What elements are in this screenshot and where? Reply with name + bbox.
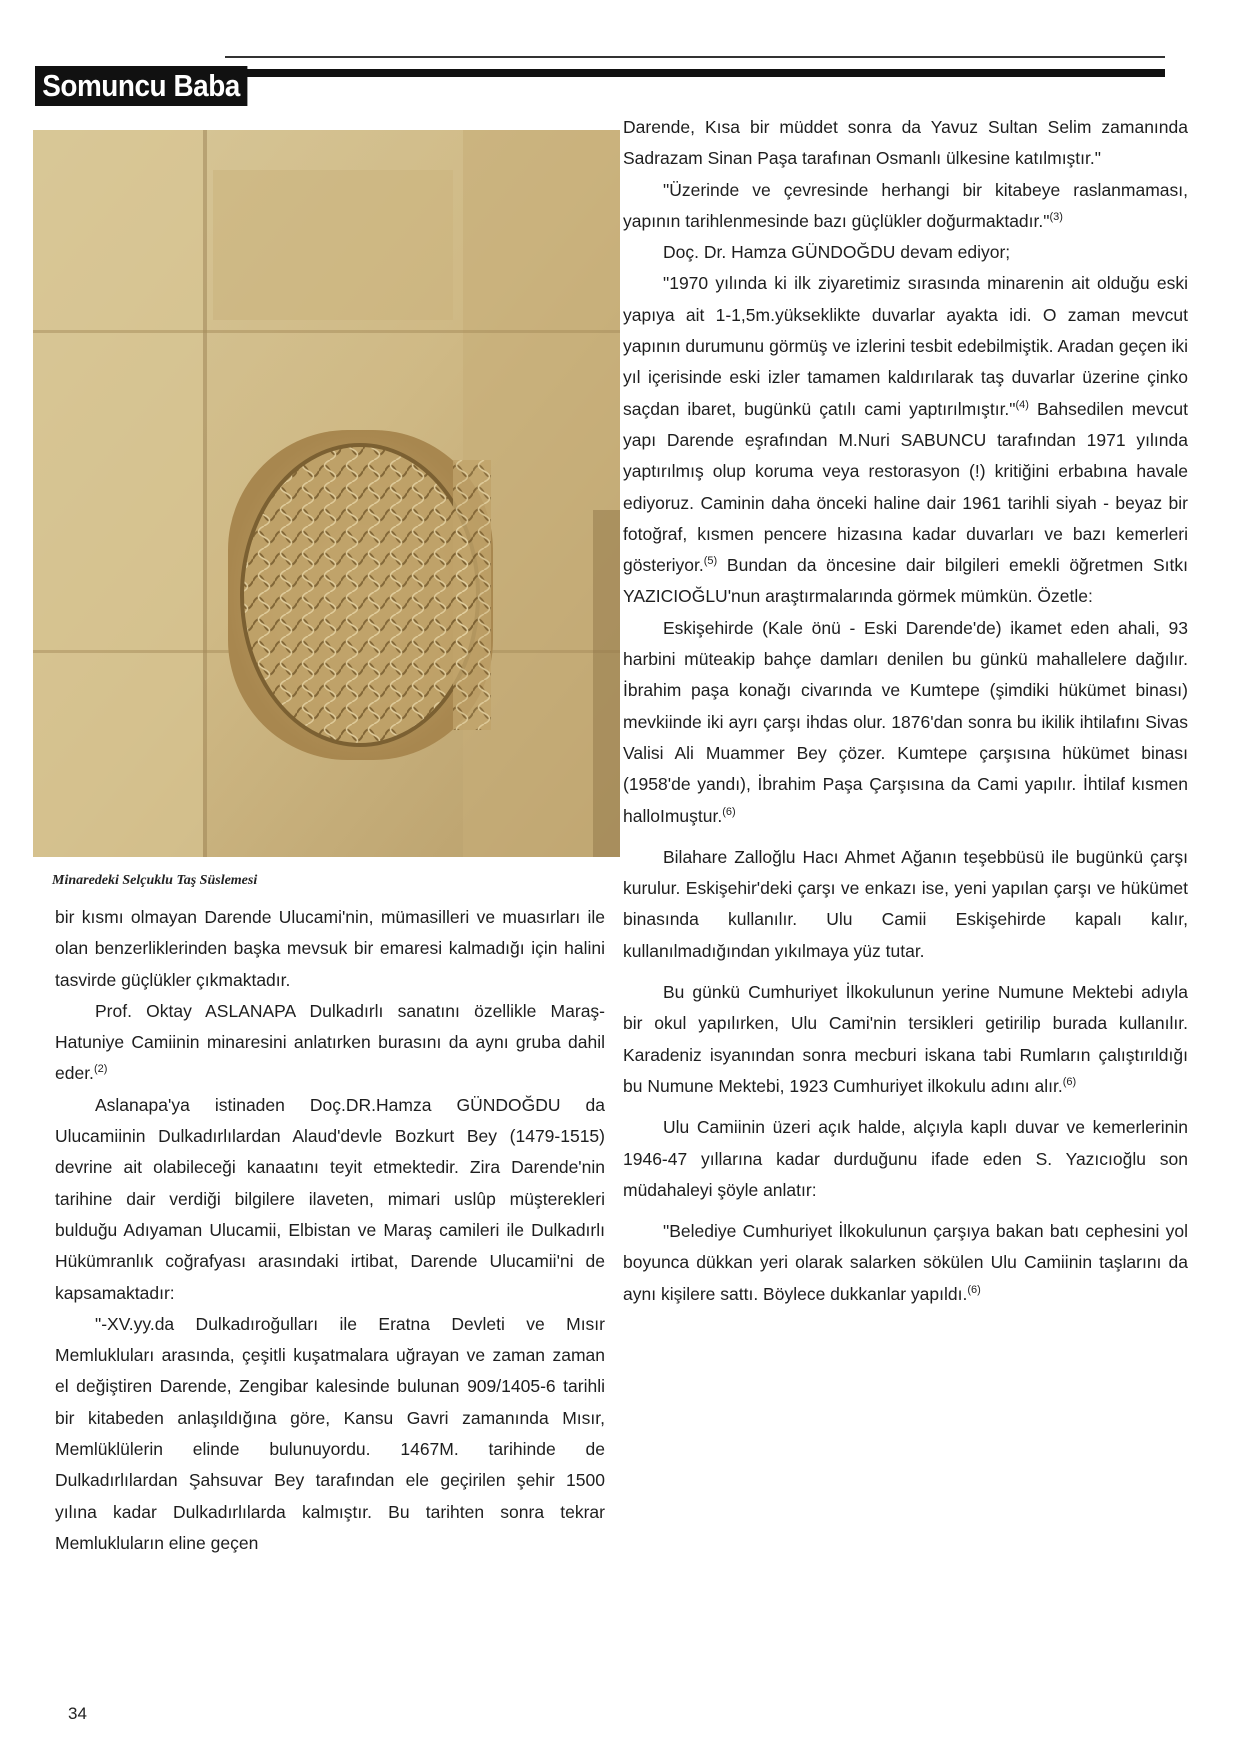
- footnote-ref: (5): [703, 555, 718, 568]
- paragraph-text: bir kısmı olmayan Darende Ulucami'nin, mümasilleri ve muasırları ile olan benzerliklerinden başka mevsuk bir emaresi kalmadığı için halini tasvirde güçlükler çıkmaktadır.: [55, 907, 605, 990]
- paragraph: [623, 237, 1188, 268]
- paragraph-text: "-XV.yy.da Dulkadıroğulları ile Eratna Devleti ve Mısır Memlukluları arasında, çeşitli kuşatmalara uğrayan ve zaman zaman el değiştiren Darende, Zengibar kalesinde bulunan 909/1405-6 tarihli bir kitabeden anlaşıldığına göre, Kansu Gavri zamanında Mısır, Memlüklülerin elinde bulunuyordu. 1467M. tarihinde de Dulkadırlılardan Şahsuvar Bey tarafından ele geçirilen şehir 1500 yılına kadar Dulkadırlılarda kalmıştır. Bu tarihten sonra tekrar Memlukluların eline geçen: [55, 1313, 605, 1553]
- footnote-ref: (6): [1062, 1076, 1077, 1089]
- paragraph-text: "Üzerinde ve çevresinde herhangi bir kitabeye raslanmaması, yapının tarihlenmesinde bazı güçlükler doğurmaktadır.": [623, 179, 1188, 231]
- paragraph-text: Bundan da öncesine dair bilgileri emekli öğretmen Sıtkı YAZICIOĞLU'nun araştırmalarında görmek mümkün. Özetle:: [623, 555, 1188, 607]
- minaret-stone-ornament-photo: [33, 130, 620, 857]
- paragraph-text: Bilahare Zalloğlu Hacı Ahmet Ağanın teşebbüsü ile bugünkü çarşı kurulur. Eskişehir'deki çarşı ve enkazı ise, yeni yapılan çarşı ve hükümet binasında kullanılır. Ulu Camii Eskişehirde kapalı kalır, kullanılmadığından yıkılmaya yüz tutar.: [623, 846, 1188, 961]
- footnote-ref: (4): [1015, 398, 1029, 411]
- paragraph: [623, 842, 1188, 967]
- paragraph: [623, 1112, 1188, 1206]
- paragraph: [623, 977, 1188, 1102]
- paragraph: [55, 902, 605, 996]
- paragraph: [55, 1090, 605, 1309]
- photo-illustration: [33, 130, 620, 857]
- header-thick-rule: [235, 69, 1165, 77]
- paragraph: [623, 112, 1188, 175]
- footnote-ref: (6): [967, 1283, 981, 1296]
- photo-caption: Minaredeki Selçuklu Taş Süslemesi: [52, 873, 258, 888]
- paragraph-text: "Belediye Cumhuriyet İlkokulunun çarşıya bakan batı cephesini yol boyunca dükkan yeri olarak salarken sökülen Ulu Camiinin taşlarını da aynı kişilere sattı. Böylece dukkanlar yapıldı.: [623, 1221, 1188, 1304]
- paragraph-text: Eskişehirde (Kale önü - Eski Darende'de) ikamet eden ahali, 93 harbini müteakip bahçe damları denilen bu günkü mahallelere dağılır. İbrahim paşa konağı civarında ve Kumtepe (şimdiki hükümet binası) mevkiinde iki ayrı çarşı ihdas olur. 1876'dan sonra bu ikilik ihtilafını Sivas Valisi Ali Muammer Bey çözer. Kumtepe çarşısına hükümet binası (1958'de yandı), İbrahim Paşa Çarşısına da Cami yapılır. İhtilaf kısmen halloImuştur.: [623, 617, 1188, 826]
- paragraph-text: Darende, Kısa bir müddet sonra da Yavuz Sultan Selim zamanında Sadrazam Sinan Paşa tarafınan Osmanlı ülkesine katılmıştır.": [623, 117, 1188, 169]
- left-text-column: [55, 902, 605, 1559]
- paragraph-text: "1970 yılında ki ilk ziyaretimiz sırasında minarenin ait olduğu eski yapıya ait 1-1,5m.yükseklikte duvarlar ayakta idi. O zaman mevcut yapının durumunu görmüş ve izlerini tesbit edebilmiştik. Aradan geçen iki yıl içerisinde eski izler tamamen kaldırılarak taş duvarlar üzerine çinko saçdan ibaret, bugünkü çatılı cami yaptırılmıştır.": [623, 273, 1188, 419]
- page-number: 34: [68, 1704, 87, 1723]
- header-thin-rule: [225, 56, 1165, 58]
- paragraph-text: Doç. Dr. Hamza GÜNDOĞDU devam ediyor;: [663, 242, 1011, 263]
- footnote-ref: (2): [93, 1063, 108, 1076]
- paragraph: [623, 175, 1188, 238]
- paragraph-text: Aslanapa'ya istinaden Doç.DR.Hamza GÜNDOĞDU da Ulucamiinin Dulkadırlılardan Alaud'devle Bozkurt Bey (1479-1515) devrine ait olabileceği kanaatını teyit etmektedir. Zira Darende'nin tarihine dair verdiği bilgilere ilaveten, mimari uslûp müşterekleri bulduğu Adıyaman Ulucamii, Elbistan ve Maraş camileri ile Dulkadırlı Hükümranlık coğrafyası arasındaki irtibat, Darende Ulucamii'ni de kapsamaktadır:: [55, 1094, 605, 1303]
- paragraph: [55, 1309, 605, 1559]
- paragraph: [623, 1216, 1188, 1310]
- footnote-ref: (6): [722, 805, 736, 818]
- paragraph-text: Ulu Camiinin üzeri açık halde, alçıyla kaplı duvar ve kemerlerinin 1946-47 yıllarına kadar durduğunu ifade eden S. Yazıcıoğlu son müdahaleyi şöyle anlatır:: [623, 1117, 1188, 1200]
- paragraph-text: Bahsedilen mevcut yapı Darende eşrafından M.Nuri SABUNCU tarafından 1971 yılında yaptırılmış olup koruma veya restorasyon (!) kritiğini erbabına havale ediyoruz. Caminin daha önceki haline dair 1961 tarihli siyah - beyaz bir fotoğraf, kısmen pencere hizasına kadar duvarları ve bazı kemerleri gösteriyor.: [623, 398, 1188, 576]
- right-text-column: [623, 112, 1188, 1310]
- magazine-title: Somuncu Baba: [35, 66, 247, 106]
- footnote-ref: (3): [1049, 211, 1063, 224]
- paragraph: [623, 613, 1188, 832]
- paragraph: [623, 268, 1188, 612]
- paragraph-text: Bu günkü Cumhuriyet İlkokulunun yerine Numune Mektebi adıyla bir okul yapılırken, Ulu Cami'nin tersikleri getirilip burada kullanılır. Karadeniz isyanından sonra mecburi iskana tabi Rumların çalıştırıldığı bu Numune Mektebi, 1923 Cumhuriyet ilkokulu adını alır.: [623, 982, 1188, 1096]
- paragraph-text: Prof. Oktay ASLANAPA Dulkadırlı sanatını özellikle Maraş-Hatuniye Camiinin minaresini anlatırken burasını da aynı gruba dahil eder.: [55, 1000, 605, 1084]
- paragraph: [55, 996, 605, 1090]
